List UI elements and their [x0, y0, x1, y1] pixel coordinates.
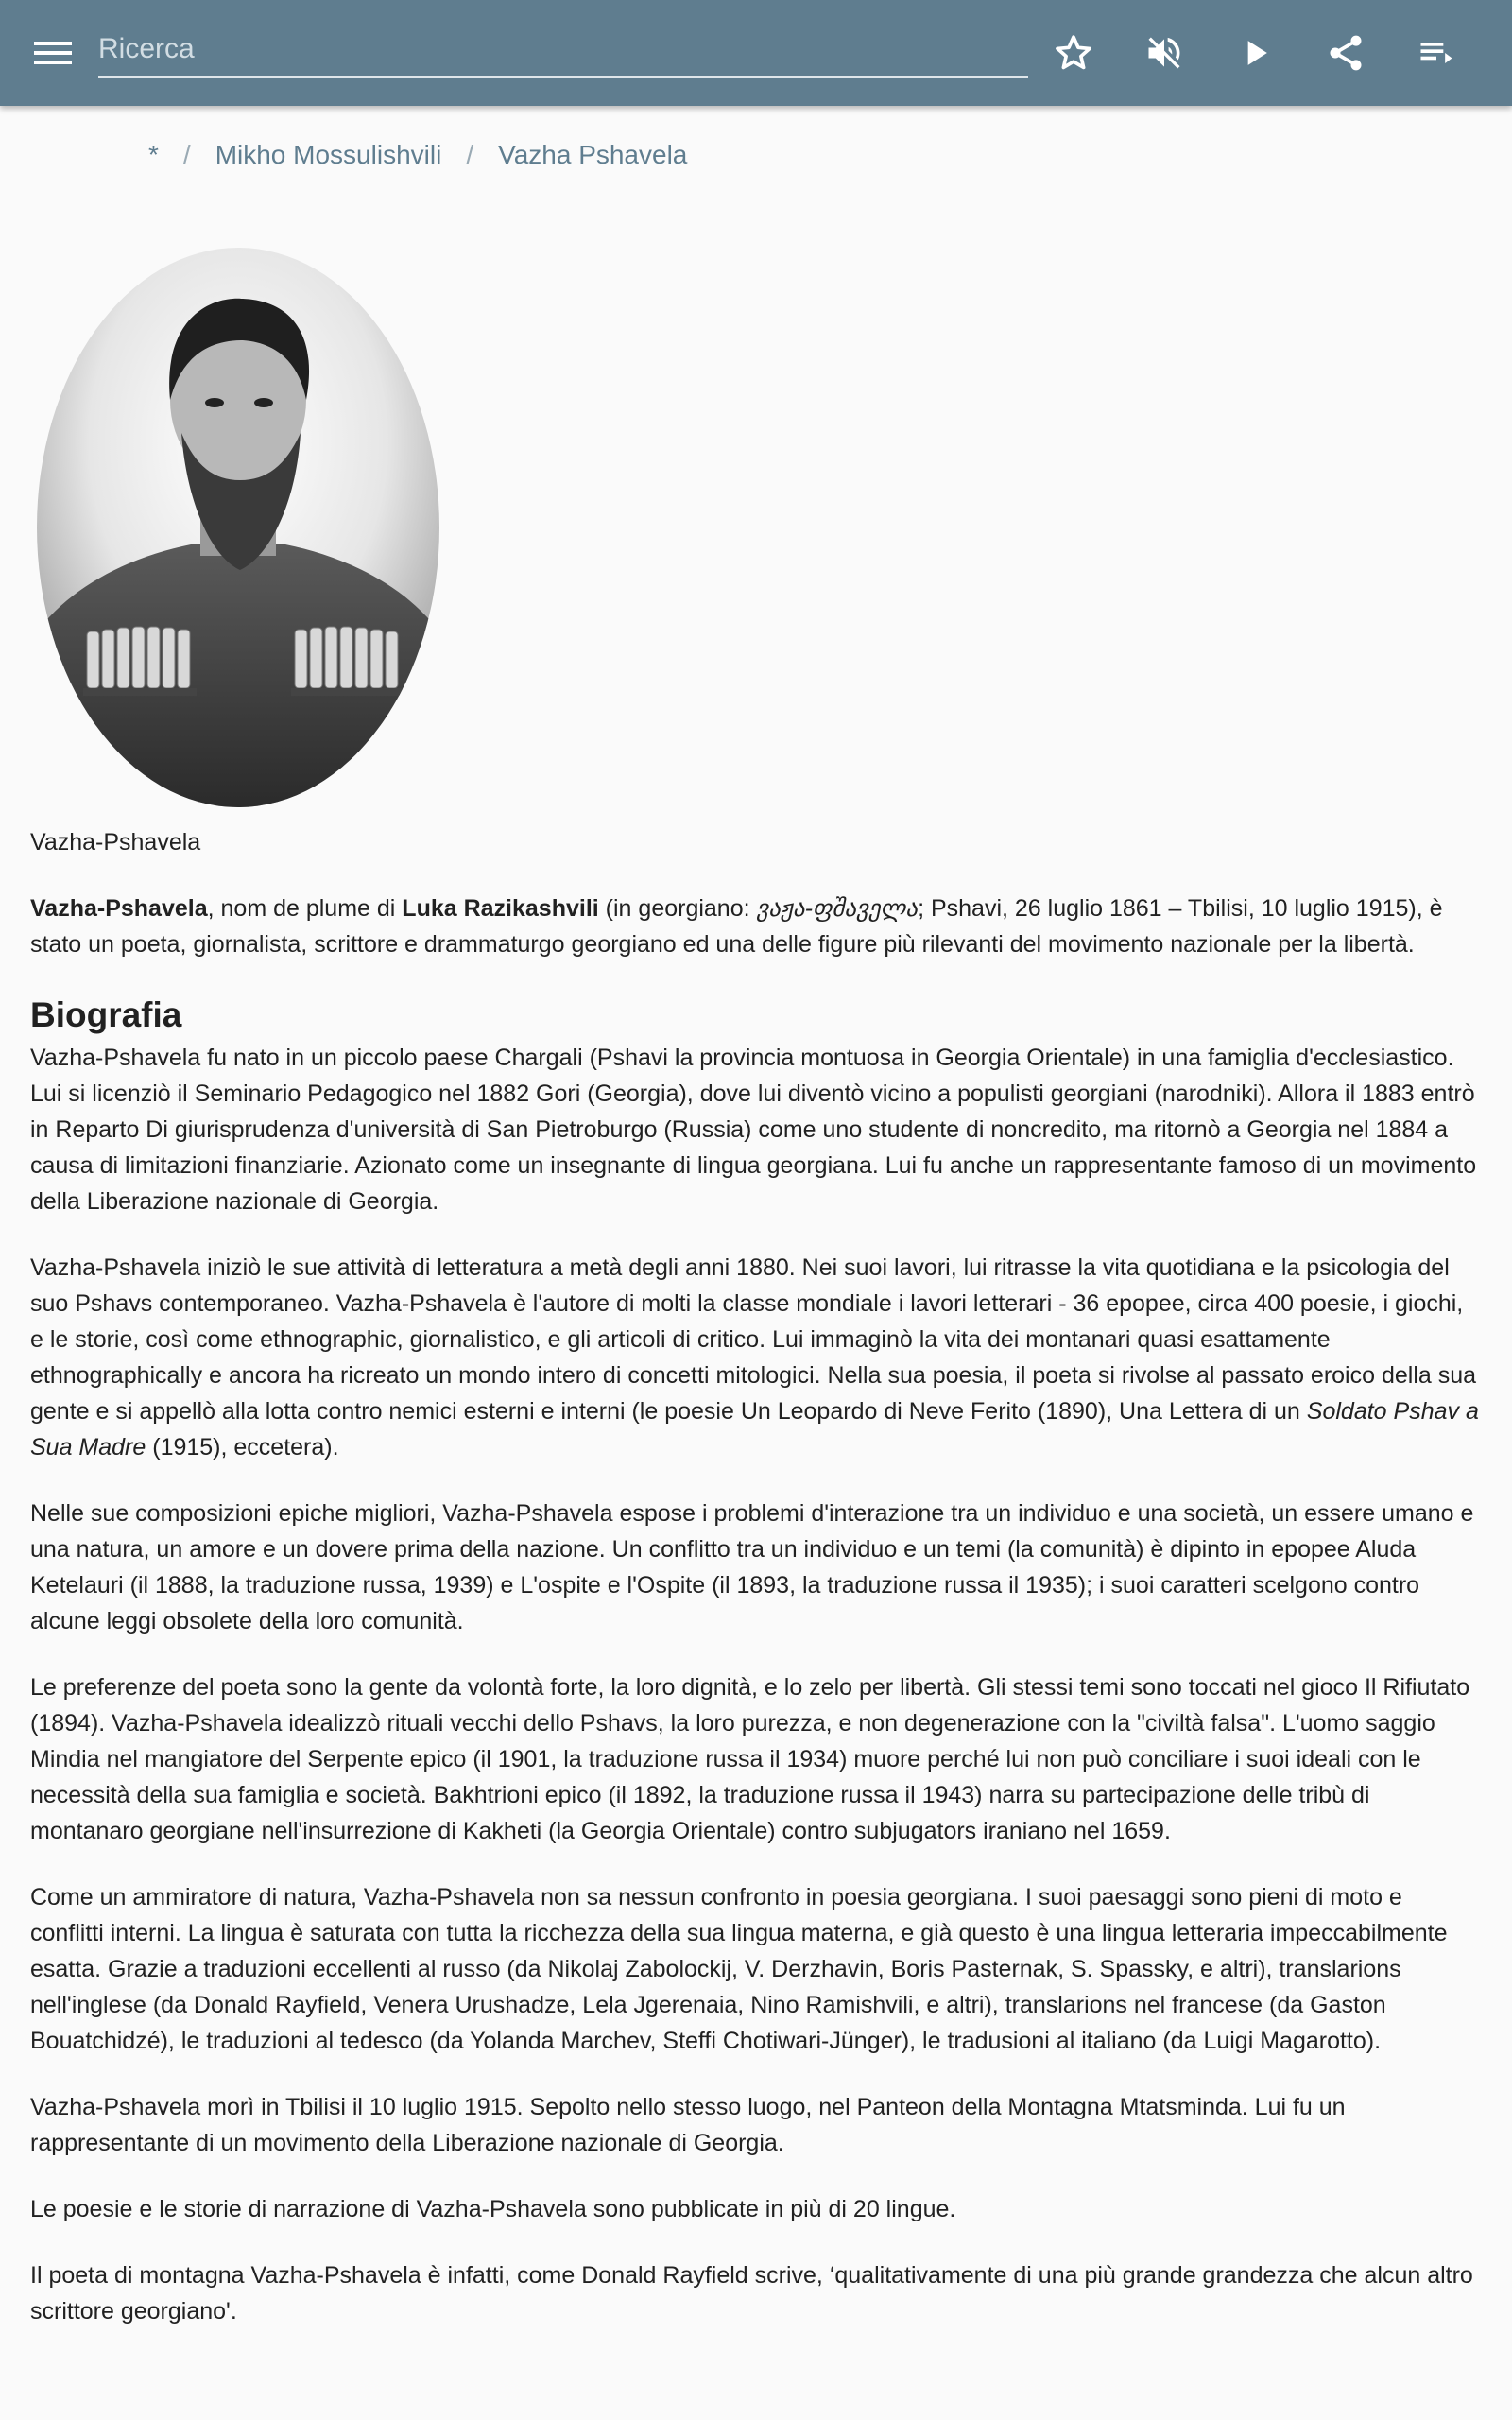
paragraph: Vazha-Pshavela fu nato in un piccolo paese Chargali (Pshavi la provincia montuosa in Georgia Orientale) in una famiglia d'ecclesiastico. Lui si licenziò il Seminario Pedagogico nel 1882 Gori (Georgia), dove lui diventò vicino a populisti georgiani (narodniki). Allora il 1883 entrò in Reparto Di giurisprudenza d'università di San Pietroburgo (Russia) come uno studente di noncredito, ma ritornò a Georgia nel 1884 a causa di limitazioni finanziarie. Azionato come un insegnante di lingua georgiana. Lui fu anche un rappresentante famoso di un movimento della Liberazione nazionale di Georgia.: [30, 1045, 1477, 1215]
paragraph: [30, 1250, 1482, 1465]
volume-off-icon: [1143, 32, 1185, 74]
intro-paragraph: [30, 890, 1482, 962]
intro-text-3: ; Pshavi, 26 luglio 1861 – Tbilisi, 10 luglio 1915), è stato un poeta, giornalista, scrittore e drammaturgo georgiano ed una delle figure più rilevanti del movimento nazionale per la libertà.: [30, 895, 1443, 958]
share-button[interactable]: [1319, 28, 1372, 78]
breadcrumb: [148, 140, 687, 170]
paragraph: Nelle sue composizioni epiche migliori, Vazha-Pshavela espose i problemi d'interazione tra un individuo e una società, un essere umano e una natura, un amore e un dovere prima della nazione. Un conflitto tra un individuo e un temi (la comunità) è dipinto in epopee Aluda Ketelauri (il 1888, la traduzione russa, 1939) e L'ospite e l'Ospite (il 1893, la traduzione russa il 1935); i suoi caratteri scelgono contro alcune leggi obsolete della loro comunità.: [30, 1500, 1474, 1634]
breadcrumb-home[interactable]: *: [148, 140, 159, 169]
menu-icon: [26, 28, 79, 78]
paragraph: Le poesie e le storie di narrazione di Vazha-Pshavela sono pubblicate in più di 20 lingue.: [30, 2196, 956, 2222]
playlist-button[interactable]: [1410, 28, 1463, 78]
breadcrumb-separator: /: [182, 140, 191, 169]
mute-button[interactable]: [1138, 28, 1191, 78]
portrait-image[interactable]: [30, 244, 446, 811]
paragraph: Come un ammiratore di natura, Vazha-Pshavela non sa nessun confronto in poesia georgiana. I suoi paesaggi sono pieni di moto e conflitti interni. La lingua è saturata con tutta la ricchezza della sua lingua materna, e già questo è una lingua letteraria impeccabilmente esatta. Grazie a traduzioni eccellenti al russo (da Nikolaj Zabolockij, V. Derzhavin, Boris Pasternak, S. Spassky, e altri), translarions nell'inglese (da Donald Rayfield, Venera Urushadze, Lela Jgerenaia, Nino Ramishvili, e altri), translarions nel francese (da Gaston Bouatchidzé), le traduzioni al tedesco (da Yolanda Marchev, Steffi Chotiwari-Jünger), le tradusioni al italiano (da Luigi Magarotto).: [30, 1884, 1448, 2054]
image-caption: Vazha-Pshavela: [30, 829, 201, 856]
article-content: [30, 824, 1482, 2360]
breadcrumb-separator: /: [466, 140, 474, 169]
intro-text-2: (in georgiano:: [598, 895, 757, 922]
paragraph: Vazha-Pshavela morì in Tbilisi il 10 luglio 1915. Sepolto nello stesso luogo, nel Panteon della Montagna Mtatsminda. Lui fu un rappresentante di un movimento della Liberazione nazionale di Georgia.: [30, 2094, 1346, 2156]
breadcrumb-item-parent[interactable]: Mikho Mossulishvili: [215, 140, 442, 169]
italic-title: Soldato Pshav a Sua Madre: [30, 1398, 1479, 1461]
menu-button[interactable]: [26, 28, 79, 78]
app-bar: [0, 0, 1512, 106]
georgian-name: ვაჟა-ფშაველა: [756, 895, 919, 922]
real-name: Luka Razikashvili: [402, 895, 599, 922]
search-field[interactable]: [98, 23, 1028, 78]
play-button[interactable]: [1228, 28, 1281, 78]
intro-text-1: , nom de plume di: [207, 895, 403, 922]
play-icon: [1234, 32, 1276, 74]
search-input[interactable]: [98, 23, 1028, 76]
paragraph-text: (1915), eccetera).: [146, 1434, 339, 1461]
subject-name: Vazha-Pshavela: [30, 895, 208, 922]
star-outline-icon: [1053, 32, 1094, 74]
section-heading-biografia: Biografia: [30, 995, 182, 1034]
playlist-icon: [1416, 32, 1457, 74]
breadcrumb-item-current[interactable]: Vazha Pshavela: [498, 140, 688, 169]
paragraph-text: Vazha-Pshavela iniziò le sue attività di letteratura a metà degli anni 1880. Nei suoi lavori, lui ritrasse la vita quotidiana e la psicologia del suo Pshavs contemporaneo. Vazha-Pshavela è l'autore di molti la classe mondiale i lavori letterari - 36 epopee, circa 400 poesie, i giochi, e le storie, così come ethnographic, giornalistico, e gli articoli di critico. Lui immaginò la vita dei montanari quasi esattamente ethnographically e ancora ha ricreato un mondo intero di concetti mitologici. Nella sua poesia, il poeta si rivolse al passato eroico della sua gente e si appellò alla lotta contro nemici esterni e interni (le poesie Un Leopardo di Neve Ferito (1890), Una Lettera di un: [30, 1254, 1477, 1425]
share-icon: [1325, 32, 1366, 74]
favorite-button[interactable]: [1047, 28, 1100, 78]
paragraph: Le preferenze del poeta sono la gente da volontà forte, la loro dignità, e lo zelo per libertà. Gli stessi temi sono toccati nel gioco Il Rifiutato (1894). Vazha-Pshavela idealizzò rituali vecchi dello Pshavs, la loro purezza, e non degenerazione con la "civiltà falsa". L'uomo saggio Mindia nel mangiatore del Serpente epico (il 1901, la traduzione russa il 1934) muore perché lui non può conciliare i suoi ideali con le necessità della sua famiglia e società. Bakhtrioni epico (il 1892, la traduzione russa il 1943) narra su partecipazione delle tribù di montanaro georgiane nell'insurrezione di Kakheti (la Georgia Orientale) contro subjugators iraniano nel 1659.: [30, 1674, 1470, 1844]
paragraph: Il poeta di montagna Vazha-Pshavela è infatti, come Donald Rayfield scrive, ‘qualitativamente di una più grande grandezza che alcun altro scrittore georgiano'.: [30, 2262, 1473, 2325]
